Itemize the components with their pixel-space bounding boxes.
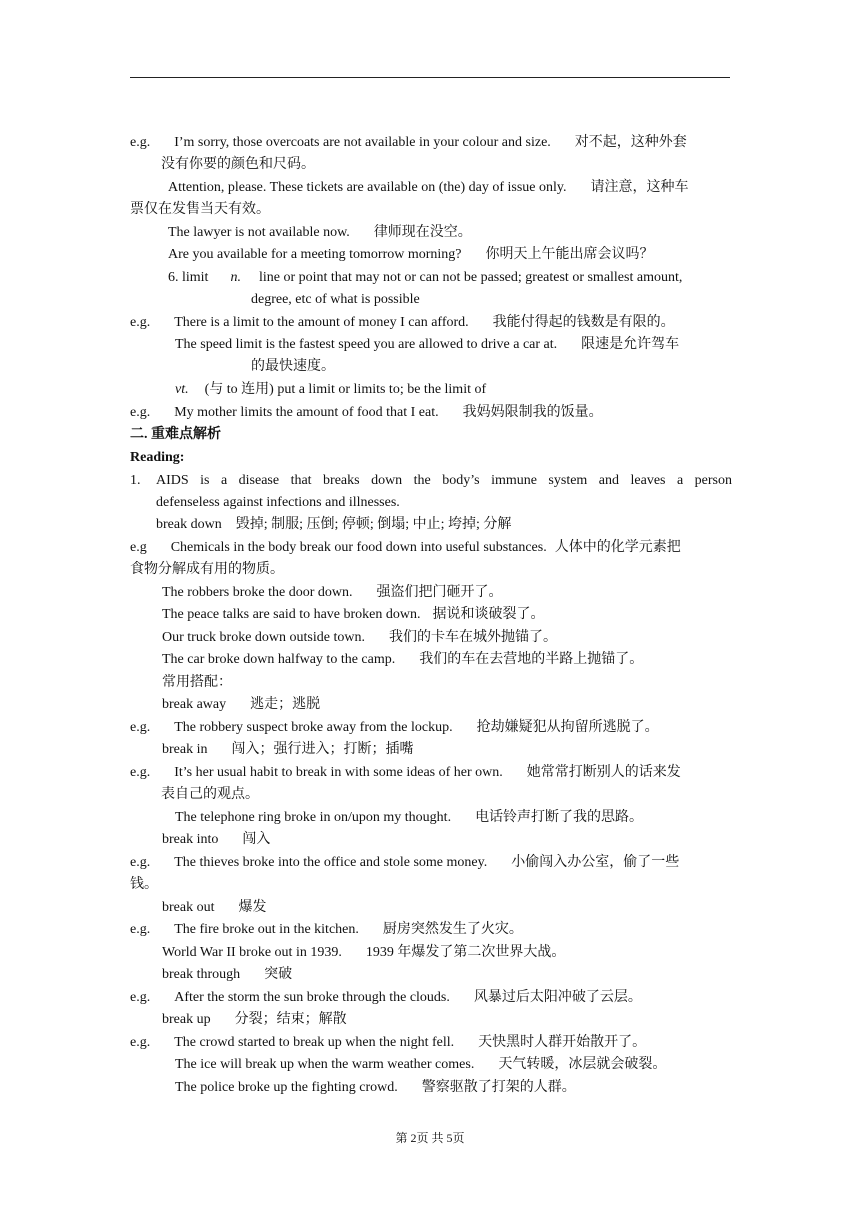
text-line: defenseless against infections and illnesses. [156,495,400,510]
phrase-entry: break out 爆发 [162,900,267,915]
example-line: e.g. It’s her usual habit to break in with some ideas of her own. 她常常打断别人的话来发 [130,765,681,780]
example-line: The ice will break up when the warm weather comes. 天气转暖，冰层就会破裂。 [175,1057,667,1072]
phrase-entry: break into 闯入 [162,832,271,847]
example-line: The peace talks are said to have broken down. 据说和谈破裂了。 [162,607,545,622]
example-line: The police broke up the fighting crowd. 警察驱散了打架的人群。 [175,1080,576,1095]
example-line: The telephone ring broke in on/upon my thought. 电话铃声打断了我的思路。 [175,810,644,825]
example-line: e.g. The fire broke out in the kitchen. 厨房突然发生了火灾。 [130,922,523,937]
example-line: e.g. The thieves broke into the office and stole some money. 小偷闯入办公室，偷了一些 [130,855,680,870]
example-line: The speed limit is the fastest speed you are allowed to drive a car at. 限速是允许驾车 [175,337,680,352]
phrase-entry: break through 突破 [162,967,293,982]
example-line: The robbers broke the door down. 强盗们把门砸开了。 [162,585,503,600]
vocab-entry: 6. limit n. line or point that may not or can not be passed; greatest or smallest amount, [168,270,683,285]
phrase-entry: break down 毁掉; 制服; 压倒; 停顿; 倒塌; 中止; 垮掉; 分解 [156,517,512,532]
text-line: 常用搭配： [162,675,232,690]
example-line: The lawyer is not available now. 律师现在没空。 [168,225,472,240]
example-line: e.g. My mother limits the amount of food that I eat. 我妈妈限制我的饭量。 [130,405,603,420]
text-line: 表自己的观点。 [161,787,259,802]
text-line: 的最快速度。 [251,359,335,374]
example-line: e.g. The robbery suspect broke away from the lockup. 抢劫嫌疑犯从拘留所逃脱了。 [130,720,659,735]
text-line: degree, etc of what is possible [251,292,420,307]
page-footer: 第 2页 共 5页 [395,1131,465,1145]
example-line: e.g Chemicals in the body break our food down into useful substances. 人体中的化学元素把 [130,540,681,555]
phrase-entry: break up 分裂；结束；解散 [162,1012,347,1027]
example-line: e.g. There is a limit to the amount of money I can afford. 我能付得起的钱数是有限的。 [130,315,675,330]
example-line: e.g. I’m sorry, those overcoats are not available in your colour and size. 对不起，这种外套 [130,135,687,150]
text-line: 食物分解成有用的物质。 [130,562,284,577]
vocab-entry: vt. (与 to 连用) put a limit or limits to; be the limit of [175,382,487,397]
example-line: Attention, please. These tickets are available on (the) day of issue only. 请注意，这种车 [168,180,689,195]
example-line: Our truck broke down outside town. 我们的卡车在城外抛锚了。 [162,630,557,645]
example-line: e.g. The crowd started to break up when the night fell. 天快黑时人群开始散开了。 [130,1035,647,1050]
example-line: e.g. After the storm the sun broke through the clouds. 风暴过后太阳冲破了云层。 [130,990,642,1005]
phrase-entry: break in 闯入；强行进入；打断；插嘴 [162,742,414,757]
text-line: 钱。 [130,877,158,892]
example-line: World War II broke out in 1939. 1939 年爆发了第二次世界大战。 [162,945,566,960]
section-heading: 二. 重难点解析 [130,427,221,442]
text-line: 没有你要的颜色和尺码。 [161,157,315,172]
example-line: Are you available for a meeting tomorrow morning? 你明天上午能出席会议吗？ [168,247,654,262]
numbered-item: 1. AIDS is a disease that breaks down the body’s immune system and leaves a person [130,473,732,488]
text-line: 票仅在发售当天有效。 [130,202,270,217]
subsection-heading: Reading: [130,450,185,465]
phrase-entry: break away 逃走；逃脱 [162,697,321,712]
example-line: The car broke down halfway to the camp. 我们的车在去营地的半路上抛锚了。 [162,652,644,667]
header-rule [130,77,730,78]
